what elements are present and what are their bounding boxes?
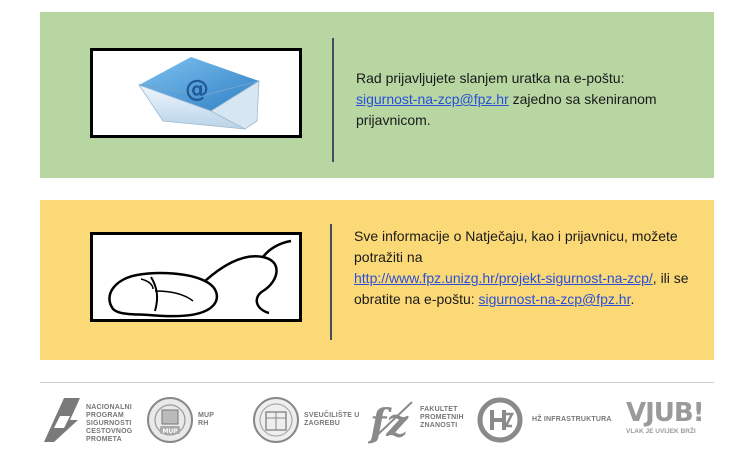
vjub-title: VJUB! <box>626 398 704 428</box>
university-logo <box>252 396 300 449</box>
mup-seal-icon <box>146 396 194 444</box>
svg-text:@: @ <box>185 75 209 103</box>
email-envelope-icon <box>93 51 299 135</box>
mup-label: MUP RH <box>198 412 215 427</box>
instruction-text: Rad prijavljujete slanjem uratka na e-poštu: <box>356 70 625 86</box>
info-card <box>40 200 714 360</box>
computer-mouse-icon <box>93 235 299 319</box>
mouse-picture <box>90 232 302 322</box>
fpz-logo <box>368 396 418 449</box>
vertical-divider <box>332 38 334 162</box>
npscp-logo <box>40 396 82 449</box>
hz-label: HŽ INFRASTRUKTURA <box>532 416 612 423</box>
vertical-divider <box>330 224 332 340</box>
info-email-link[interactable]: sigurnost-na-zcp@fpz.hr <box>478 291 631 307</box>
partner-logos <box>38 396 718 446</box>
info-text: Sve informacije o Natječaju, kao i prijavnicu, možete potražiti na <box>354 228 678 265</box>
mup-logo <box>146 396 194 449</box>
instruction-text-end: zajedno sa skeniranom prijavnicom. <box>356 91 657 128</box>
email-submission-card <box>40 12 714 178</box>
info-text-end: . <box>630 291 635 307</box>
hz-logo <box>476 396 524 449</box>
npscp-shape-icon <box>40 396 82 444</box>
email-instructions <box>356 68 696 131</box>
university-label: SVEUČILIŠTE U ZAGREBU <box>304 412 360 427</box>
fpz-label: FAKULTET PROMETNIH ZNANOSTI <box>420 406 464 429</box>
fpz-mark-icon <box>368 396 418 444</box>
vjub-logo <box>626 400 716 435</box>
university-seal-icon <box>252 396 300 444</box>
svg-text:fz: fz <box>370 400 408 444</box>
npscp-label: NACIONALNI PROGRAM SIGURNOSTI CESTOVNOG PROMETA <box>86 404 133 443</box>
vjub-slogan: VLAK JE UVIJEK BRŽI <box>626 428 696 435</box>
svg-text:MUP: MUP <box>162 428 178 435</box>
project-url-link[interactable]: http://www.fpz.unizg.hr/projekt-sigurnost-na-zcp/ <box>354 270 653 286</box>
contact-email-link[interactable]: sigurnost-na-zcp@fpz.hr <box>356 91 509 107</box>
info-text-middle: , ili se obratite na e-poštu: <box>354 270 689 307</box>
hz-circle-icon <box>476 396 524 444</box>
envelope-picture <box>90 48 302 138</box>
footer-rule <box>40 382 714 383</box>
info-instructions <box>354 226 704 310</box>
